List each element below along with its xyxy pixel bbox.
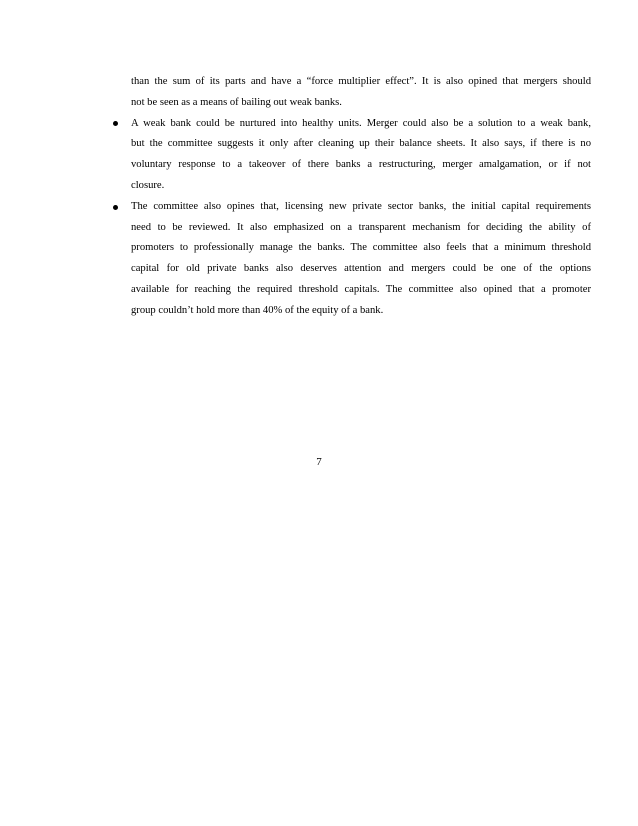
continued-paragraph bbox=[131, 72, 591, 114]
bullet-line: A weak bank could be nurtured into healthy units. Merger could also be a solution to a weak bank, bbox=[131, 117, 591, 129]
page-number: 7 bbox=[316, 456, 322, 468]
bullet-line: but the committee suggests it only after cleaning up their balance sheets. It also says, if there is no bbox=[131, 138, 591, 150]
bullet-icon bbox=[110, 197, 120, 218]
bullet-icon bbox=[110, 114, 120, 135]
bullet-line: available for reaching the required threshold capitals. The committee also opined that a promoter bbox=[131, 283, 591, 295]
bullet-item-licensing bbox=[131, 197, 591, 322]
body-text bbox=[131, 72, 591, 322]
paragraph-line: than the sum of its parts and have a “force multiplier effect”. It is also opined that mergers should bbox=[131, 76, 591, 87]
bullet-line: promoters to professionally manage the banks. The committee also feels that a minimum threshold bbox=[131, 242, 591, 254]
bullet-line: group couldn’t hold more than 40% of the equity of a bank. bbox=[131, 304, 384, 316]
bullet-line: The committee also opines that, licensing new private sector banks, the initial capital requirements bbox=[131, 200, 591, 212]
bullet-line: voluntary response to a takeover of there banks a restructuring, merger amalgamation, or if not bbox=[131, 159, 591, 171]
bullet-item-weak-bank bbox=[131, 114, 591, 197]
paragraph-line: not be seen as a means of bailing out weak banks. bbox=[131, 96, 342, 108]
bullet-line: need to be reviewed. It also emphasized on a transparent mechanism for deciding the ability of bbox=[131, 221, 591, 233]
bullet-line: capital for old private banks also deserves attention and mergers could be one of the options bbox=[131, 263, 591, 275]
bullet-line: closure. bbox=[131, 179, 165, 191]
